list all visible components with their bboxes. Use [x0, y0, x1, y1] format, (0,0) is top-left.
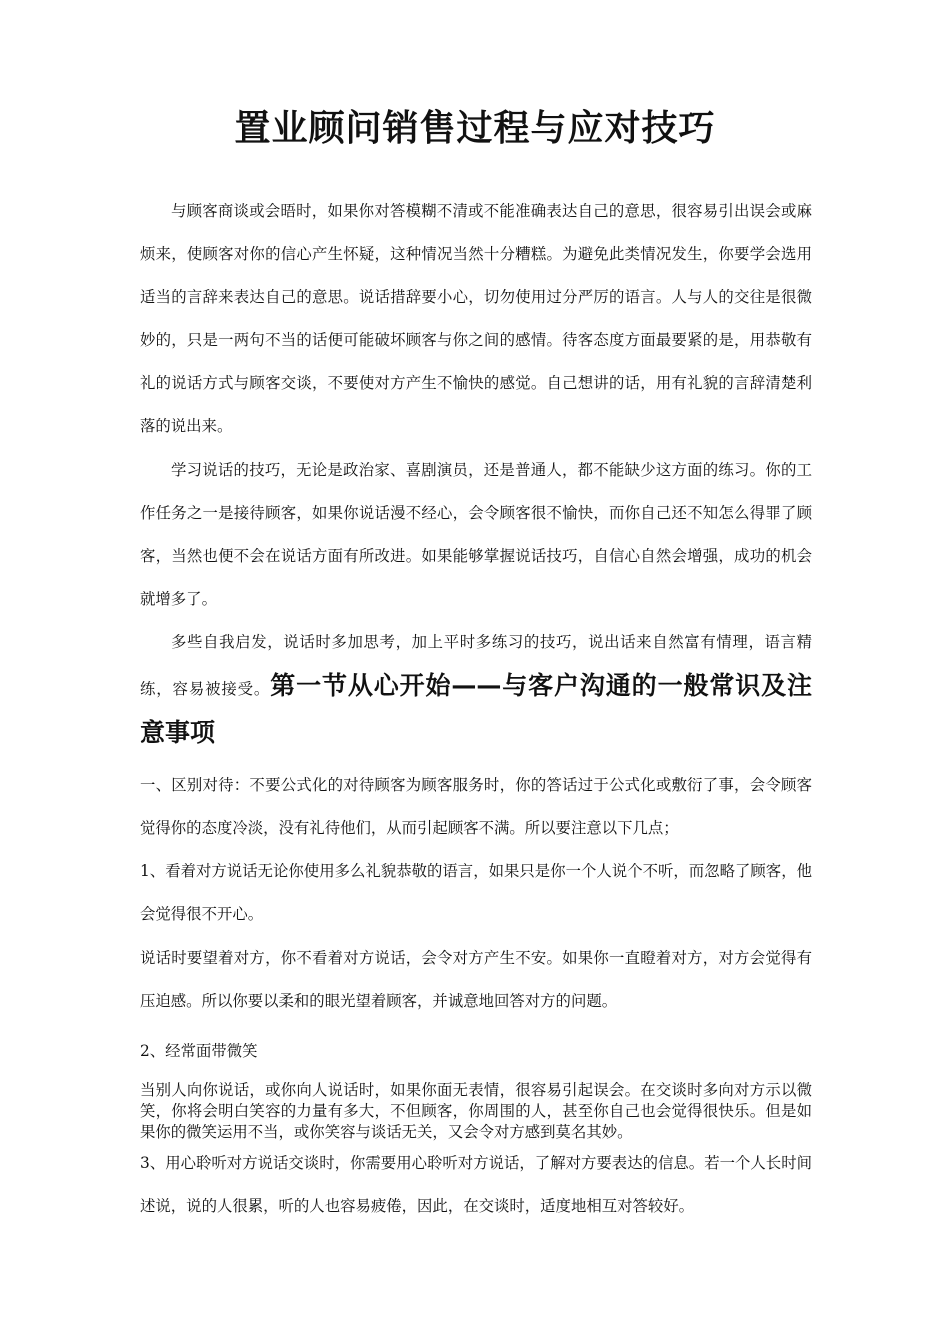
body-paragraph-5: 3、用心聆听对方说话交谈时，你需要用心聆听对方说话，了解对方要表达的信息。若一个人长时间述说，说的人很累，听的人也容易疲倦，因此，在交谈时，适度地相互对答较好。 — [140, 1154, 812, 1215]
body-paragraph-4: 当别人向你说话，或你向人说话时，如果你面无表情，很容易引起误会。在交谈时多向对方示以微笑，你将会明白笑容的力量有多大，不但顾客，你周围的人，甚至你自己也会觉得很快乐。但是如果你的微笑运用不当，或你笑容与谈话无关，又会令对方感到莫名其妙。 — [140, 1081, 812, 1141]
intro-paragraph-3: 多些自我启发，说话时多加思考，加上平时多练习的技巧，说出话来自然富有情理，语言精练，容易被接受。 — [140, 633, 812, 698]
intro-paragraph-2: 学习说话的技巧，无论是政治家、喜剧演员，还是普通人，都不能缺少这方面的练习。你的工作任务之一是接待顾客，如果你说话漫不经心，会令顾客很不愉快，而你自己还不知怎么得罪了顾客，当然也便不会在说话方面有所改进。如果能够掌握说话技巧，自信心自然会增强，成功的机会就增多了。 — [140, 461, 812, 608]
body-paragraph-2: 1、看着对方说话无论你使用多么礼貌恭敬的语言，如果只是你一个人说个不听，而忽略了顾客，他会觉得很不开心。 — [140, 862, 812, 923]
body-paragraph-1: 一、区别对待：不要公式化的对待顾客为顾客服务时，你的答话过于公式化或敷衍了事，会令顾客觉得你的态度冷淡，没有礼待他们，从而引起顾客不满。所以要注意以下几点； — [140, 776, 812, 837]
body-subheading-2: 2、经常面带微笑 — [140, 1042, 258, 1060]
section-heading: 第一节从心开始——与客户沟通的一般常识及注意事项 — [140, 671, 812, 747]
page-title: 置业顾问销售过程与应对技巧 — [234, 108, 716, 149]
intro-paragraph-3-with-heading — [140, 621, 812, 758]
body-paragraph-3: 说话时要望着对方，你不看着对方说话，会令对方产生不安。如果你一直瞪着对方，对方会觉得有压迫感。所以你要以柔和的眼光望着顾客，并诚意地回答对方的问题。 — [140, 949, 812, 1010]
intro-paragraph-1: 与顾客商谈或会晤时，如果你对答模糊不清或不能准确表达自己的意思，很容易引出误会或麻烦来，使顾客对你的信心产生怀疑，这种情况当然十分糟糕。为避免此类情况发生，你要学会选用适当的言辞来表达自己的意思。说话措辞要小心，切勿使用过分严厉的语言。人与人的交往是很微妙的，只是一两句不当的话便可能破坏顾客与你之间的感情。待客态度方面最要紧的是，用恭敬有礼的说话方式与顾客交谈，不要使对方产生不愉快的感觉。自己想讲的话，用有礼貌的言辞清楚利落的说出来。 — [140, 202, 812, 435]
